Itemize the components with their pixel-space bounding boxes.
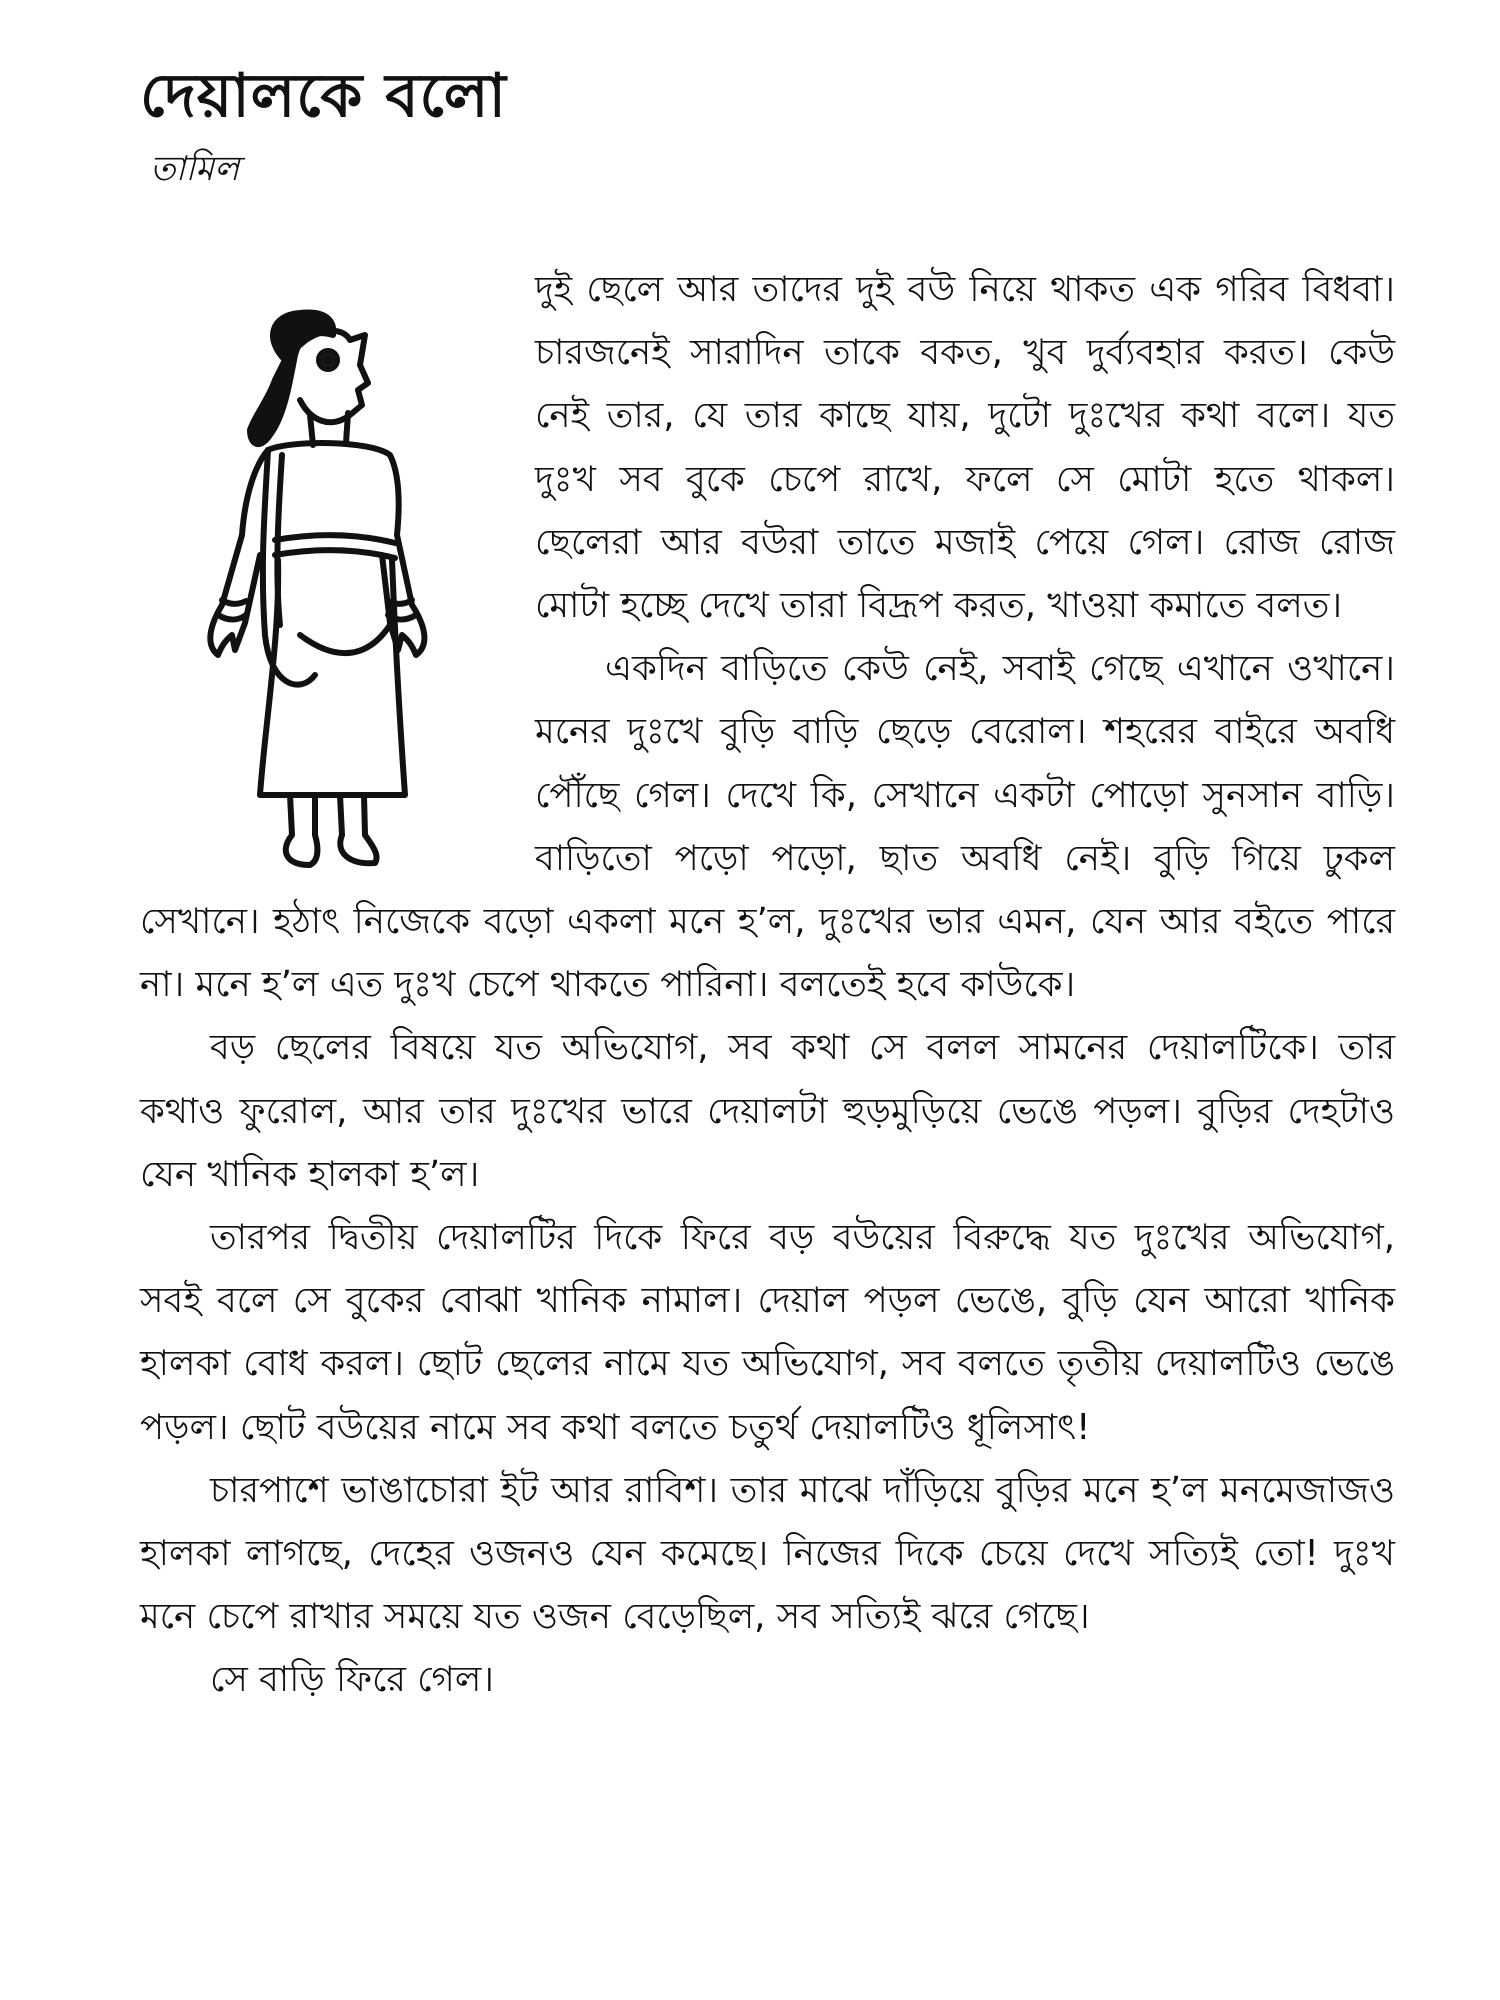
story-origin: তামিল [150, 149, 240, 189]
story-title: দেয়ালকে বলো [140, 61, 507, 131]
story-paragraph: বড় ছেলের বিষয়ে যত অভিযোগ, সব কথা সে বলল সামনের দেয়ালটিকে। তার কথাও ফুরোল, আর তার দুঃখের ভারে দেয়ালটা হুড়মুড়িয়ে ভেঙে পড়ল। বুড়ির দেহটাও যেন খানিক হালকা হ’ল। [140, 1027, 1395, 1195]
story-body [140, 258, 1395, 1712]
story-paragraph: একদিন বাড়িতে কেউ নেই, সবাই গেছে এখানে ওখানে। মনের দুঃখে বুড়ি বাড়ি ছেড়ে বেরোল। শহরের বাইরে অবধি পৌঁছে গেল। দেখে কি, সেখানে একটা পোড়ো সুনসান বাড়ি। বাড়িতো পড়ো পড়ো, ছাত অবধি নেই। বুড়ি গিয়ে ঢুকল সেখানে। হঠাৎ নিজেকে বড়ো একলা মনে হ’ল, দুঃখের ভার এমন, যেন আর বইতে পারে না। মনে হ’ল এত দুঃখ চেপে থাকতে পারিনা। বলতেই হবে কাউকে। [140, 648, 1395, 1006]
story-paragraph: সে বাড়ি ফিরে গেল। [210, 1659, 494, 1701]
story-paragraph: চারপাশে ভাঙাচোরা ইট আর রাবিশ। তার মাঝে দাঁড়িয়ে বুড়ির মনে হ’ল মনমেজাজও হালকা লাগছে, দেহের ওজনও যেন কমেছে। নিজের দিকে চেয়ে দেখে সত্যিই তো! দুঃখ মনে চেপে রাখার সময়ে যত ওজন বেড়েছিল, সব সত্যিই ঝরে গেছে। [140, 1469, 1395, 1638]
illustration-wrap-space [140, 258, 535, 883]
story-paragraph: তারপর দ্বিতীয় দেয়ালটির দিকে ফিরে বড় বউয়ের বিরুদ্ধে যত দুঃখের অভিযোগ, সবই বলে সে বুকের বোঝা খানিক নামাল। দেয়াল পড়ল ভেঙে, বুড়ি যেন আরো খানিক হালকা বোধ করল। ছোট ছেলের নামে যত অভিযোগ, সব বলতে তৃতীয় দেয়ালটিও ভেঙে পড়ল। ছোট বউয়ের নামে সব কথা বলতে চতুর্থ দেয়ালটিও ধূলিসাৎ! [140, 1217, 1395, 1448]
story-paragraph: দুই ছেলে আর তাদের দুই বউ নিয়ে থাকত এক গরিব বিধবা। চারজনেই সারাদিন তাকে বকত, খুব দুর্ব্যবহার করত। কেউ নেই তার, যে তার কাছে যায়, দুটো দুঃখের কথা বলে। যত দুঃখ সব বুকে চেপে রাখে, ফলে সে মোটা হতে থাকল। ছেলেরা আর বউরা তাতে মজাই পেয়ে গেল। রোজ রোজ মোটা হচ্ছে দেখে তারা বিদ্রূপ করত, খাওয়া কমাতে বলত। [535, 269, 1395, 627]
